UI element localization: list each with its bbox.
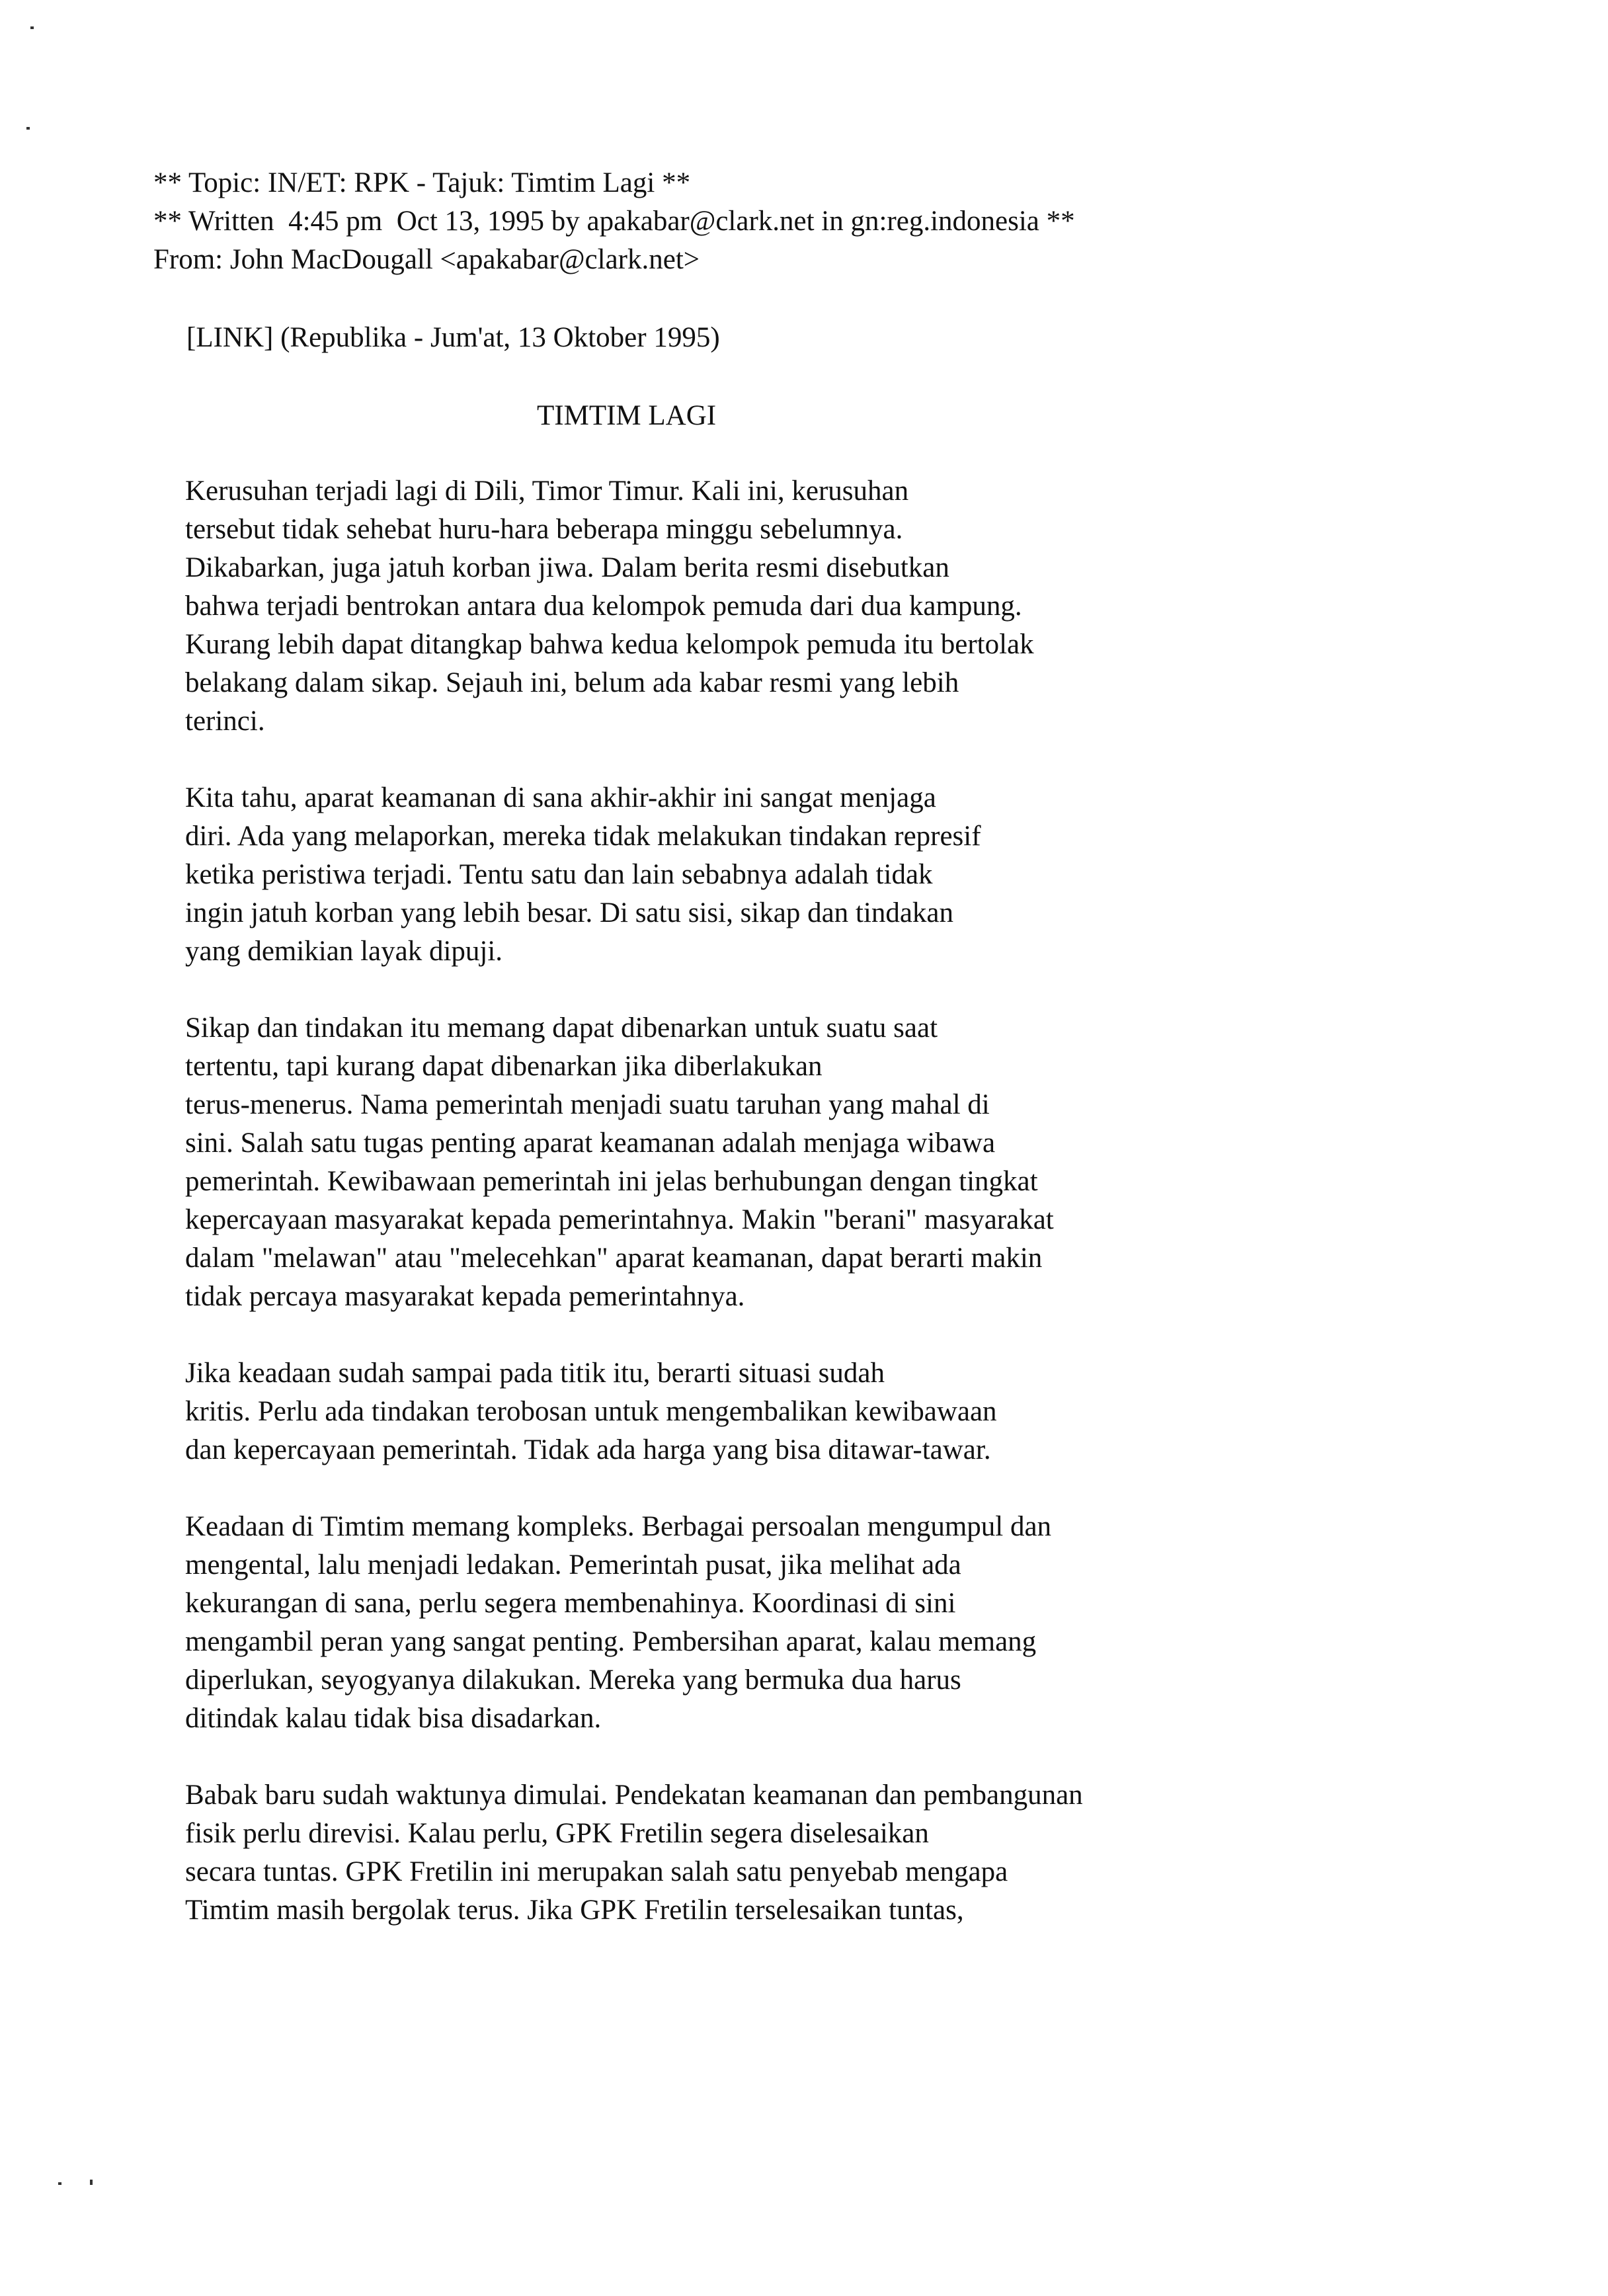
body-line: belakang dalam sikap. Sejauh ini, belum ada kabar resmi yang lebih bbox=[185, 667, 959, 698]
scan-speck bbox=[26, 127, 30, 130]
body-line: pemerintah. Kewibawaan pemerintah ini jelas berhubungan dengan tingkat bbox=[185, 1166, 1038, 1197]
body-line: ditindak kalau tidak bisa disadarkan. bbox=[185, 1703, 602, 1734]
body-line: terus-menerus. Nama pemerintah menjadi suatu taruhan yang mahal di bbox=[185, 1089, 990, 1120]
body-line: Dikabarkan, juga jatuh korban jiwa. Dalam berita resmi disebutkan bbox=[185, 552, 949, 583]
body-line: ingin jatuh korban yang lebih besar. Di satu sisi, sikap dan tindakan bbox=[185, 897, 953, 928]
scan-speck bbox=[30, 26, 34, 29]
paragraph-4 bbox=[185, 1354, 1508, 1469]
body-line: kekurangan di sana, perlu segera membenahinya. Koordinasi di sini bbox=[185, 1588, 956, 1619]
body-line: kepercayaan masyarakat kepada pemerintahnya. Makin "berani" masyarakat bbox=[185, 1204, 1054, 1235]
body-line: bahwa terjadi bentrokan antara dua kelompok pemuda dari dua kampung. bbox=[185, 591, 1022, 622]
body-line: tidak percaya masyarakat kepada pemerintahnya. bbox=[185, 1281, 745, 1312]
body-line: Kita tahu, aparat keamanan di sana akhir-akhir ini sangat menjaga bbox=[185, 782, 936, 813]
body-line: tersebut tidak sehebat huru-hara beberapa minggu sebelumnya. bbox=[185, 514, 903, 545]
body-line: mengambil peran yang sangat penting. Pembersihan aparat, kalau memang bbox=[185, 1626, 1037, 1657]
article-source: [LINK] (Republika - Jum'at, 13 Oktober 1995) bbox=[186, 322, 720, 353]
scan-speck bbox=[58, 2182, 61, 2185]
body-line: sini. Salah satu tugas penting aparat keamanan adalah menjaga wibawa bbox=[185, 1128, 996, 1159]
scan-speck bbox=[90, 2180, 93, 2185]
body-line: dan kepercayaan pemerintah. Tidak ada harga yang bisa ditawar-tawar. bbox=[185, 1434, 991, 1465]
body-line: tertentu, tapi kurang dapat dibenarkan jika diberlakukan bbox=[185, 1051, 823, 1082]
body-line: secara tuntas. GPK Fretilin ini merupakan salah satu penyebab mengapa bbox=[185, 1856, 1008, 1887]
message-header bbox=[153, 164, 1542, 279]
body-line: diperlukan, seyogyanya dilakukan. Mereka yang bermuka dua harus bbox=[185, 1664, 961, 1696]
body-line: yang demikian layak dipuji. bbox=[185, 936, 503, 967]
header-written-line: ** Written 4:45 pm Oct 13, 1995 by apakabar@clark.net in gn:reg.indonesia ** bbox=[153, 206, 1075, 237]
body-line: Sikap dan tindakan itu memang dapat dibenarkan untuk suatu saat bbox=[185, 1012, 938, 1044]
body-line: fisik perlu direvisi. Kalau perlu, GPK Fretilin segera diselesaikan bbox=[185, 1818, 929, 1849]
paragraph-1 bbox=[185, 472, 1508, 741]
body-line: dalam "melawan" atau "melecehkan" aparat keamanan, dapat berarti makin bbox=[185, 1243, 1043, 1274]
body-line: ketika peristiwa terjadi. Tentu satu dan lain sebabnya adalah tidak bbox=[185, 859, 933, 890]
paragraph-6 bbox=[185, 1776, 1508, 1930]
body-line: Kerusuhan terjadi lagi di Dili, Timor Timur. Kali ini, kerusuhan bbox=[185, 475, 909, 507]
body-line: Keadaan di Timtim memang kompleks. Berbagai persoalan mengumpul dan bbox=[185, 1511, 1052, 1542]
paragraph-2 bbox=[185, 779, 1508, 971]
body-line: mengental, lalu menjadi ledakan. Pemerintah pusat, jika melihat ada bbox=[185, 1549, 961, 1580]
body-line: Jika keadaan sudah sampai pada titik itu, berarti situasi sudah bbox=[185, 1358, 885, 1389]
article-title: TIMTIM LAGI bbox=[537, 400, 717, 431]
paragraph-3 bbox=[185, 1009, 1508, 1316]
header-topic-line: ** Topic: IN/ET: RPK - Tajuk: Timtim Lagi ** bbox=[153, 167, 691, 198]
body-line: kritis. Perlu ada tindakan terobosan untuk mengembalikan kewibawaan bbox=[185, 1396, 997, 1427]
body-line: Timtim masih bergolak terus. Jika GPK Fretilin terselesaikan tuntas, bbox=[185, 1895, 964, 1926]
header-from-line: From: John MacDougall <apakabar@clark.net> bbox=[153, 244, 700, 275]
article-body bbox=[185, 472, 1508, 1968]
body-line: terinci. bbox=[185, 706, 265, 737]
body-line: diri. Ada yang melaporkan, mereka tidak melakukan tindakan represif bbox=[185, 821, 981, 852]
body-line: Babak baru sudah waktunya dimulai. Pendekatan keamanan dan pembangunan bbox=[185, 1780, 1083, 1811]
body-line: Kurang lebih dapat ditangkap bahwa kedua kelompok pemuda itu bertolak bbox=[185, 629, 1034, 660]
paragraph-5 bbox=[185, 1508, 1508, 1738]
